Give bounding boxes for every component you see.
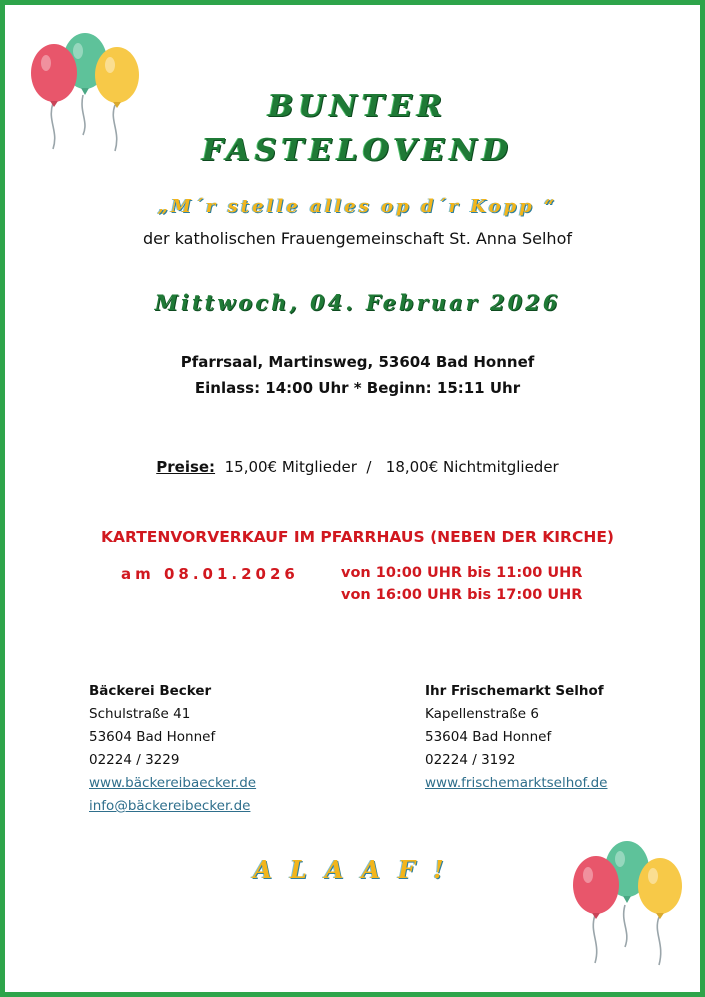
sponsor-street: Kapellenstraße 6 [425,706,539,722]
closing-cheer: ALAAF! [253,855,462,884]
sponsor-website-link[interactable]: www.frischemarktselhof.de [425,775,608,791]
prices [5,458,705,476]
times: Einlass: 14:00 Uhr * Beginn: 15:11 Uhr [194,379,521,397]
presale-date: am 08.01.2026 [121,565,299,583]
venue: Pfarrsaal, Martinsweg, 53604 Bad Honnef [180,353,535,371]
sponsor-email-link[interactable]: info@bäckereibecker.de [89,798,251,814]
title-line-2: FASTELOVEND [202,133,513,168]
sponsor-right [425,680,607,795]
title-line-1: BUNTER [267,89,448,124]
sponsor-phone: 02224 / 3229 [89,752,180,768]
sponsor-website-link[interactable]: www.bäckereibaecker.de [89,775,257,791]
event-date: Mittwoch, 04. Februar 2026 [154,290,561,315]
presale-slot-2: von 16:00 UHR bis 17:00 UHR [341,587,583,603]
sponsor-name: Ihr Frischemarkt Selhof [425,683,604,699]
price-separator: / [366,458,372,476]
sponsor-name: Bäckerei Becker [89,683,212,699]
sponsor-city: 53604 Bad Honnef [89,729,216,745]
motto: „M´r stelle alles op d´r Kopp “ [157,196,558,217]
presale-heading: KARTENVORVERKAUF IM PFARRHAUS (NEBEN DER KIRCHE) [100,528,615,546]
presale-slot-1: von 10:00 UHR bis 11:00 UHR [341,565,583,581]
price-members: 15,00€ Mitglieder [224,458,357,476]
sponsor-left [89,680,256,818]
sponsor-phone: 02224 / 3192 [425,752,516,768]
prices-label: Preise: [156,458,216,476]
sponsor-city: 53604 Bad Honnef [425,729,552,745]
sponsor-street: Schulstraße 41 [89,706,191,722]
price-non-members: 18,00€ Nichtmitglieder [385,458,559,476]
balloons-icon [565,833,690,973]
organizer: der katholischen Frauengemeinschaft St. Anna Selhof [143,229,572,248]
